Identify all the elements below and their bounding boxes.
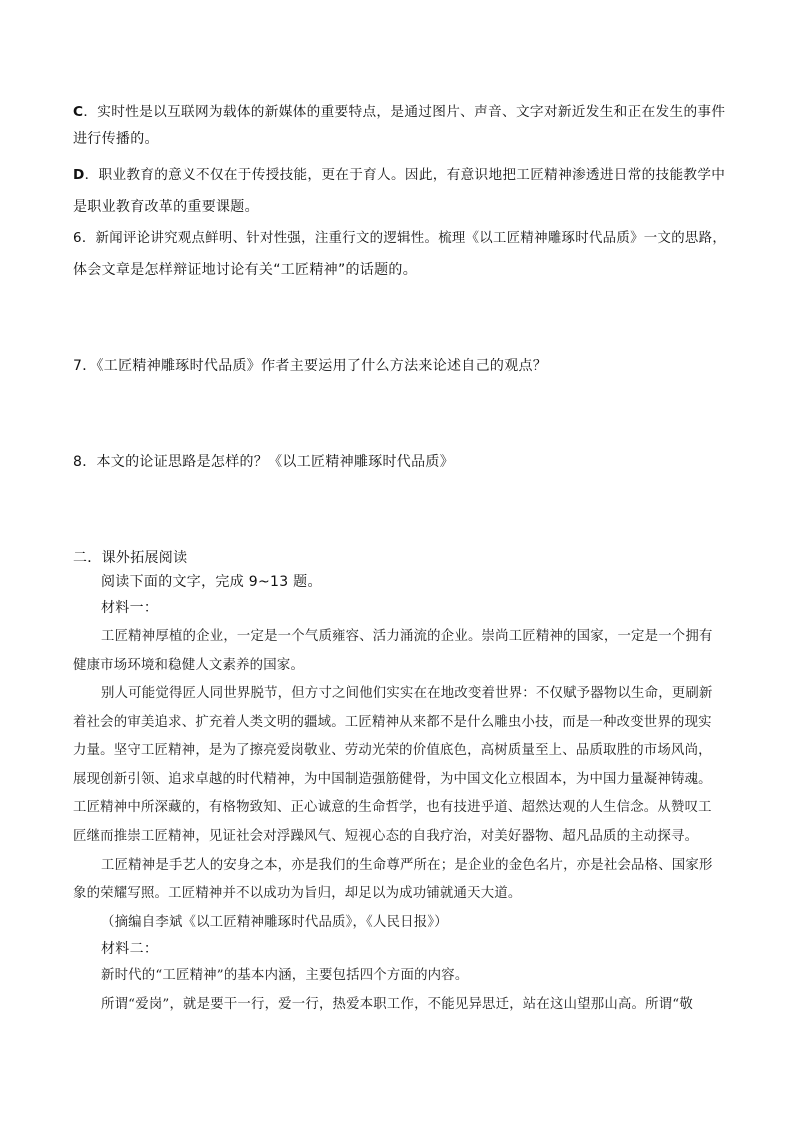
material-1-line: 着社会的审美追求、扩充着人类文明的疆域。工匠精神从来都不是什么雕虫小技，而是一种改变世界的现实 <box>73 715 712 730</box>
material-2-line: 新时代的“工匠精神”的基本内涵，主要包括四个方面的内容。 <box>101 968 469 983</box>
material-1-line: 工匠精神是手艺人的安身之本，亦是我们的生命尊严所在；是企业的金色名片，亦是社会品格、国家形 <box>101 858 713 873</box>
question-6-line1: 6．新闻评论讲究观点鲜明、针对性强，注重行文的逻辑性。梳理《以工匠精神雕琢时代品质》一文的思路， <box>73 231 727 246</box>
material-1-label: 材料一： <box>101 600 159 616</box>
option-d-letter: D <box>73 167 85 183</box>
material-1-line: 力量。坚守工匠精神，是为了擦亮爱岗敬业、劳动光荣的价值底色，高树质量至上、品质取胜的市场风尚， <box>73 743 712 758</box>
option-d-text: ．职业教育的意义不仅在于传授技能，更在于育人。因此，有意识地把工匠精神渗透进日常的技能教学中 <box>84 167 726 183</box>
material-1-line: 工匠精神中所深藏的，有格物致知、正心诚意的生命哲学，也有技进乎道、超然达观的人生信念。从赞叹工 <box>73 800 712 815</box>
question-8: 8．本文的论证思路是怎样的？《以工匠精神雕琢时代品质》 <box>73 454 455 470</box>
material-1-line: 健康市场环境和稳健人文素养的国家。 <box>73 658 305 673</box>
reading-instruction: 阅读下面的文字，完成 9~13 题。 <box>101 574 322 590</box>
section-heading: 二．课外拓展阅读 <box>73 550 188 566</box>
option-c-line2: 进行传播的。 <box>73 131 159 147</box>
material-2-line: 所谓“爱岗”，就是要干一行，爱一行，热爱本职工作，不能见异思迁，站在这山望那山高。所谓“敬 <box>101 997 693 1012</box>
option-d-line2: 是职业教育改革的重要课题。 <box>73 199 259 215</box>
option-d-line1 <box>73 165 725 185</box>
material-1-line: 展现创新引领、追求卓越的时代精神，为中国制造强筋健骨，为中国文化立根固本，为中国力量凝神铸魂。 <box>73 772 712 787</box>
question-6-line2: 体会文章是怎样辩证地讨论有关“工匠精神”的话题的。 <box>73 262 418 278</box>
material-1-line: 工匠精神厚植的企业，一定是一个气质雍容、活力涌流的企业。崇尚工匠精神的国家，一定是一个拥有 <box>101 629 713 644</box>
material-1-source: （摘编自李斌《以工匠精神雕琢时代品质》，《人民日报》） <box>101 915 448 930</box>
material-1-line: 匠继而推崇工匠精神，见证社会对浮躁风气、短视心态的自我疗治，对美好器物、超凡品质的主动探寻。 <box>73 829 699 844</box>
option-c-line1 <box>73 102 725 122</box>
question-7: 7．《工匠精神雕琢时代品质》作者主要运用了什么方法来论述自己的观点？ <box>73 358 548 374</box>
material-1-line: 象的荣耀写照。工匠精神并不以成功为旨归，却足以为成功铺就通天大道。 <box>73 886 522 901</box>
material-1-line: 别人可能觉得匠人同世界脱节，但方寸之间他们实实在在地改变着世界：不仅赋予器物以生命，更刷新 <box>101 686 713 701</box>
option-c-letter: C <box>73 104 84 120</box>
option-c-text: ．实时性是以互联网为载体的新媒体的重要特点，是通过图片、声音、文字对新近发生和正在发生的事件 <box>83 104 726 120</box>
material-2-label: 材料二： <box>101 941 159 957</box>
